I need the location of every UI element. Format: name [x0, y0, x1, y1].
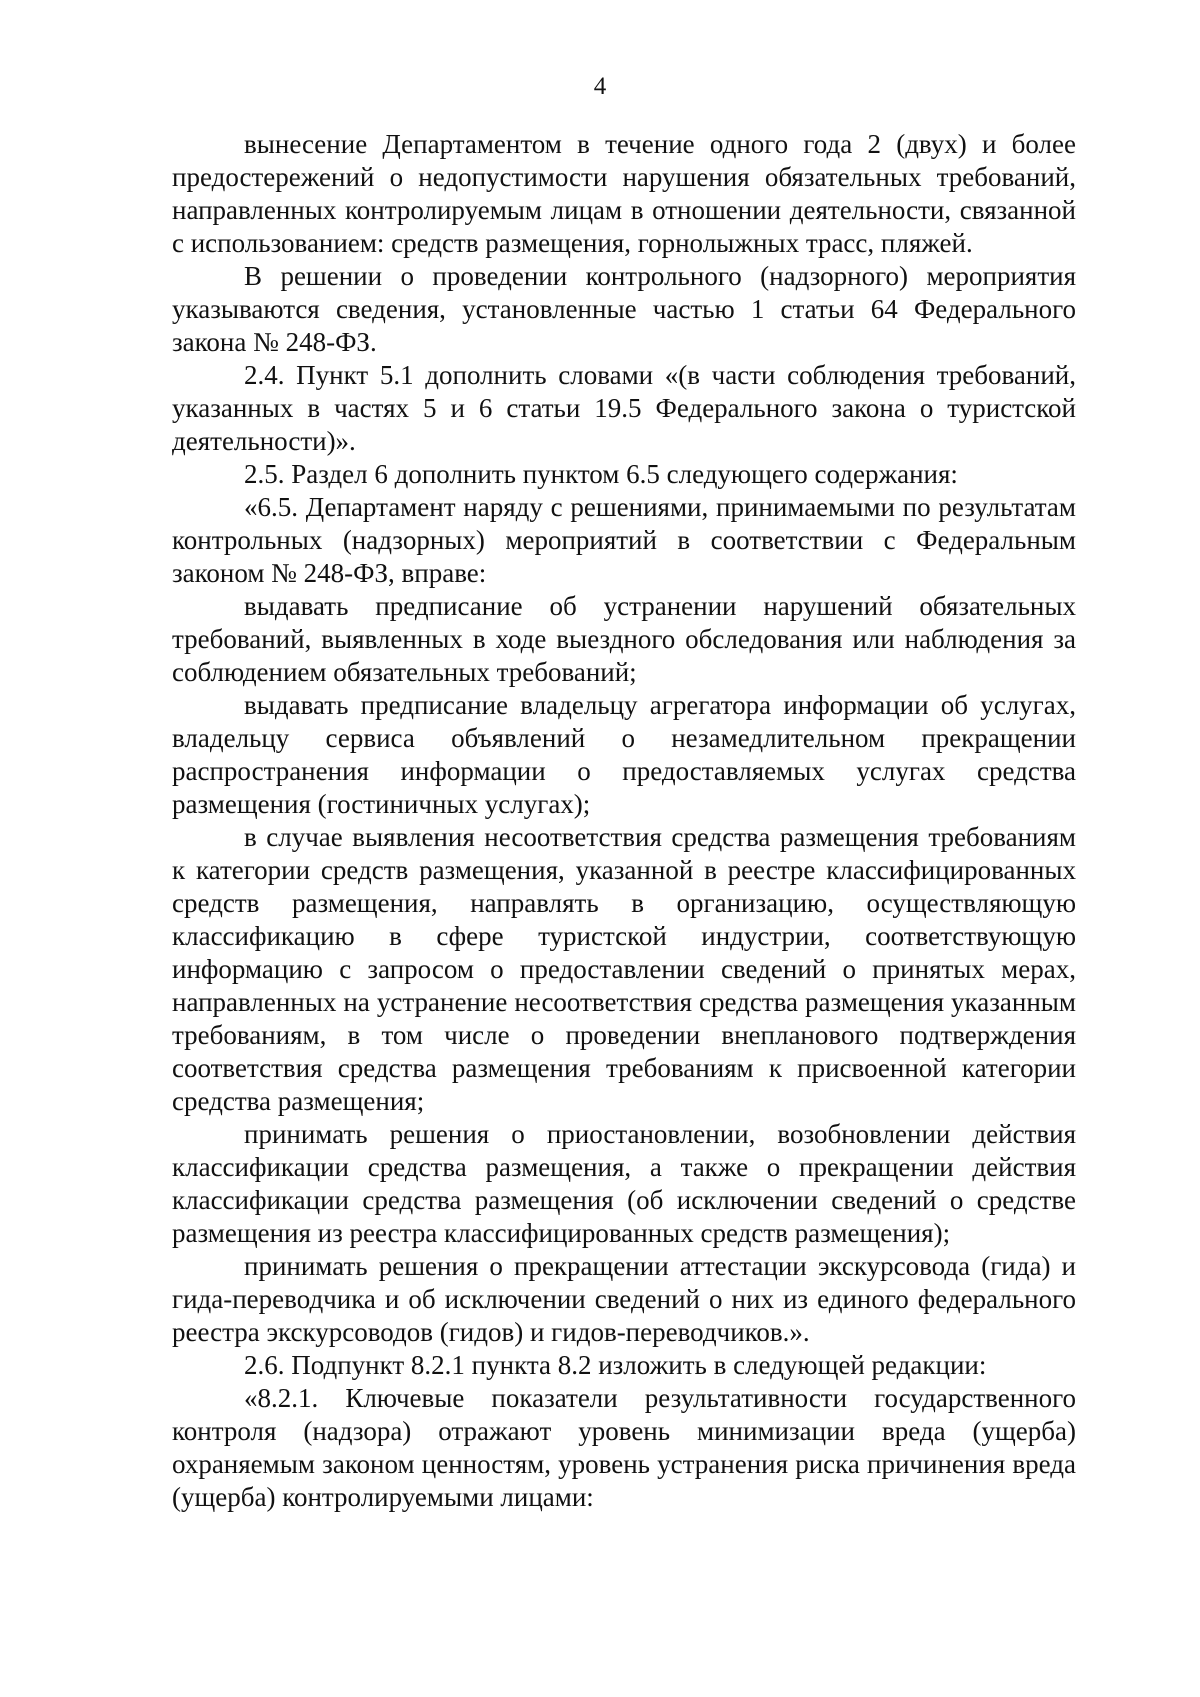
paragraph-item-6-5: «6.5. Департамент наряду с решениями, принимаемыми по результатам контрольных (надзорных) мероприятий в соответствии с Федеральным законом № 248-ФЗ, вправе: [172, 492, 1076, 588]
paragraph-item-2-5: 2.5. Раздел 6 дополнить пунктом 6.5 следующего содержания: [244, 459, 958, 489]
document-body [172, 128, 1076, 1514]
paragraph-2: В решении о проведении контрольного (надзорного) мероприятия указываются сведения, установленные частью 1 статьи 64 Федерального закона № 248-ФЗ. [172, 261, 1076, 357]
paragraph-1: вынесение Департаментом в течение одного года 2 (двух) и более предостережений о недопустимости нарушения обязательных требований, направленных контролируемым лицам в отношении деятельности, связанной с использованием: средств размещения, горнолыжных трасс, пляжей. [172, 129, 1076, 258]
page-number: 4 [593, 73, 607, 100]
paragraph-prescription: выдавать предписание об устранении нарушений обязательных требований, выявленных в ходе выездного обследования или наблюдения за соблюдением обязательных требований; [172, 591, 1076, 687]
paragraph-item-2-4: 2.4. Пункт 5.1 дополнить словами «(в части соблюдения требований, указанных в частях 5 и 6 статьи 19.5 Федерального закона о туристской деятельности)». [172, 360, 1076, 456]
paragraph-classification-mismatch: в случае выявления несоответствия средства размещения требованиям к категории средств размещения, указанной в реестре классифицированных средств размещения, направлять в организацию, осуществляющую классификацию в сфере туристской индустрии, соответствующую информацию с запросом о предоставлении сведений о принятых мерах, направленных на устранение несоответствия средства размещения указанным требованиям, в том числе о проведении внепланового подтверждения соответствия средства размещения требованиям к присвоенной категории средства размещения; [172, 822, 1076, 1116]
paragraph-item-2-6: 2.6. Подпункт 8.2.1 пункта 8.2 изложить в следующей редакции: [244, 1350, 987, 1380]
paragraph-classification-decisions: принимать решения о приостановлении, возобновлении действия классификации средства размещения, а также о прекращении действия классификации средства размещения (об исключении сведений о средстве размещения из реестра классифицированных средств размещения); [172, 1119, 1076, 1248]
paragraph-guide-attestation: принимать решения о прекращении аттестации экскурсовода (гида) и гида-переводчика и об исключении сведений о них из единого федерального реестра экскурсоводов (гидов) и гидов-переводчиков.». [172, 1251, 1076, 1347]
paragraph-aggregator: выдавать предписание владельцу агрегатора информации об услугах, владельцу сервиса объявлений о незамедлительном прекращении распространения информации о предоставляемых услугах средства размещения (гостиничных услугах); [172, 690, 1076, 819]
paragraph-item-8-2-1: «8.2.1. Ключевые показатели результативности государственного контроля (надзора) отражают уровень минимизации вреда (ущерба) охраняемым законом ценностям, уровень устранения риска причинения вреда (ущерба) контролируемыми лицами: [172, 1383, 1076, 1512]
